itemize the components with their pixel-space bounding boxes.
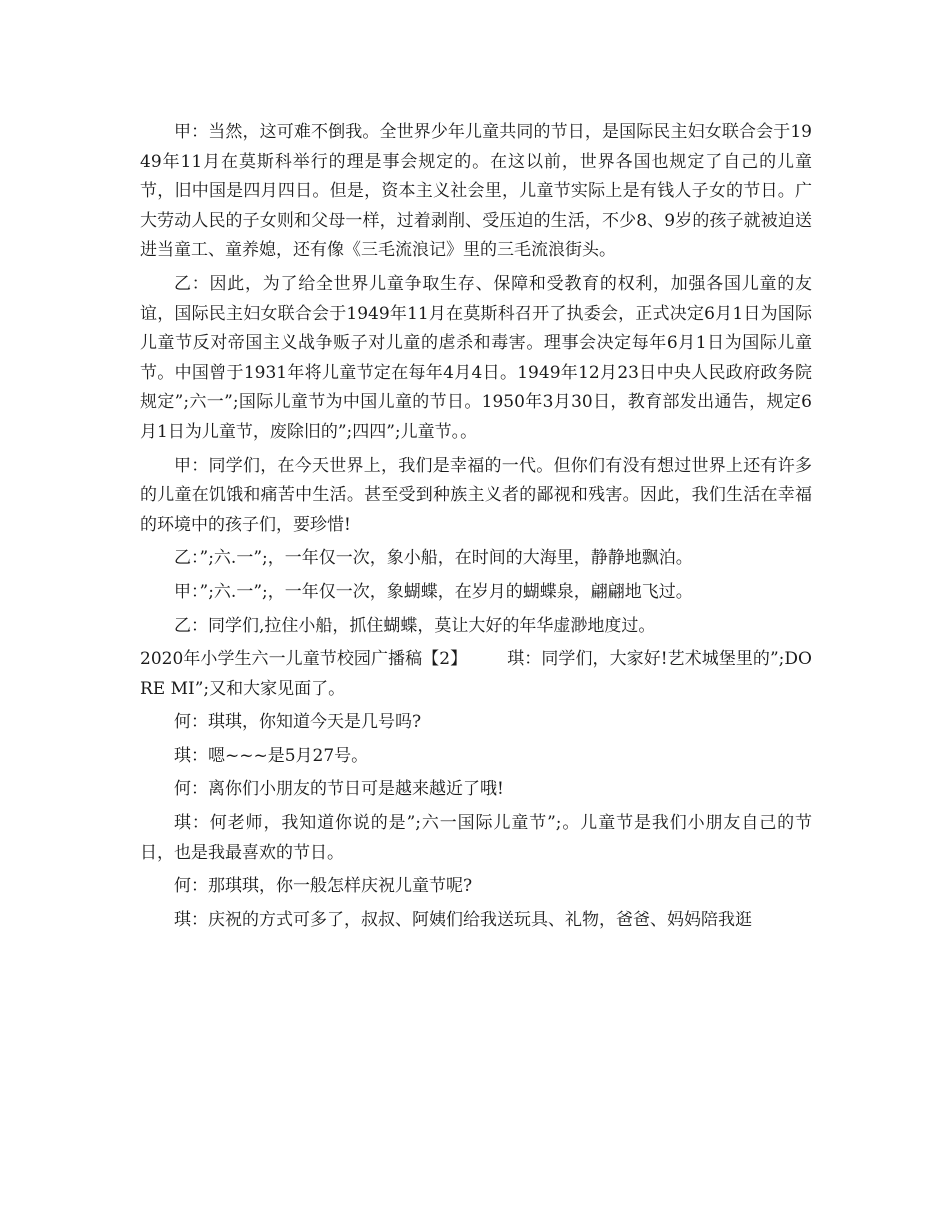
- paragraph: 琪：嗯~~~是5月27号。: [174, 745, 369, 766]
- paragraph: 乙：因此，为了给全世界儿童争取生存、保障和受教育的权利，加强各国儿童的友谊，国际民主妇女联合会于1949年11月在莫斯科召开了执委会，正式决定6月1日为国际儿童节反对帝国主义战争贩子对儿童的虐杀和毒害。理事会决定每年6月1日为国际儿童节。中国曾于1931年将儿童节定在每年4月4日。1949年12月23日中央人民政府政务院规定”;六一”;国际儿童节为中国儿童的节日。1950年3月30日，教育部发出通告，规定6月1日为儿童节，废除旧的”;四四”;儿童节。。: [140, 273, 812, 442]
- paragraph: 甲：”;六.一”;，一年仅一次，象蝴蝶，在岁月的蝴蝶泉，翩翩地飞过。: [174, 581, 693, 602]
- paragraph: 乙：”;六.一”;，一年仅一次，象小船，在时间的大海里，静静地飘泊。: [174, 548, 693, 569]
- paragraph: 乙：同学们,拉住小船，抓住蝴蝶，莫让大好的年华虚渺地度过。: [174, 615, 656, 636]
- paragraph: 琪：庆祝的方式可多了，叔叔、阿姨们给我送玩具、礼物，爸爸、妈妈陪我逛: [174, 909, 752, 930]
- document-body: [140, 118, 812, 939]
- section-heading-line: [140, 645, 812, 704]
- paragraph: 甲：同学们，在今天世界上，我们是幸福的一代。但你们有没有想过世界上还有许多的儿童在饥饿和痛苦中生活。甚至受到种族主义者的鄙视和残害。因此，我们生活在幸福的环境中的孩子们，要珍惜!: [140, 455, 812, 535]
- paragraph: 何：琪琪，你知道今天是几号吗?: [174, 712, 422, 733]
- paragraph: 琪：何老师，我知道你说的是”;六一国际儿童节”;。儿童节是我们小朋友自己的节日，也是我最喜欢的节日。: [140, 813, 812, 863]
- paragraph: 甲：当然，这可难不倒我。全世界少年儿童共同的节日，是国际民主妇女联合会于1949年11月在莫斯科举行的理是事会规定的。在这以前，世界各国也规定了自己的儿童节，旧中国是四月四日。但是，资本主义社会里，儿童节实际上是有钱人子女的节日。广大劳动人民的子女则和父母一样，过着剥削、受压迫的生活，不少8、9岁的孩子就被迫送进当童工、童养媳，还有像《三毛流浪记》里的三毛流浪街头。: [140, 122, 812, 261]
- section-title: 2020年小学生六一儿童节校园广播稿【2】: [140, 649, 468, 670]
- section-continuation: 琪：同学们，大家好!艺术城堡里的”;DO RE MI”;又和大家见面了。: [140, 649, 812, 699]
- paragraph: 何：离你们小朋友的节日可是越来越近了哦!: [174, 779, 504, 800]
- paragraph: 何：那琪琪，你一般怎样庆祝儿童节呢?: [174, 876, 473, 897]
